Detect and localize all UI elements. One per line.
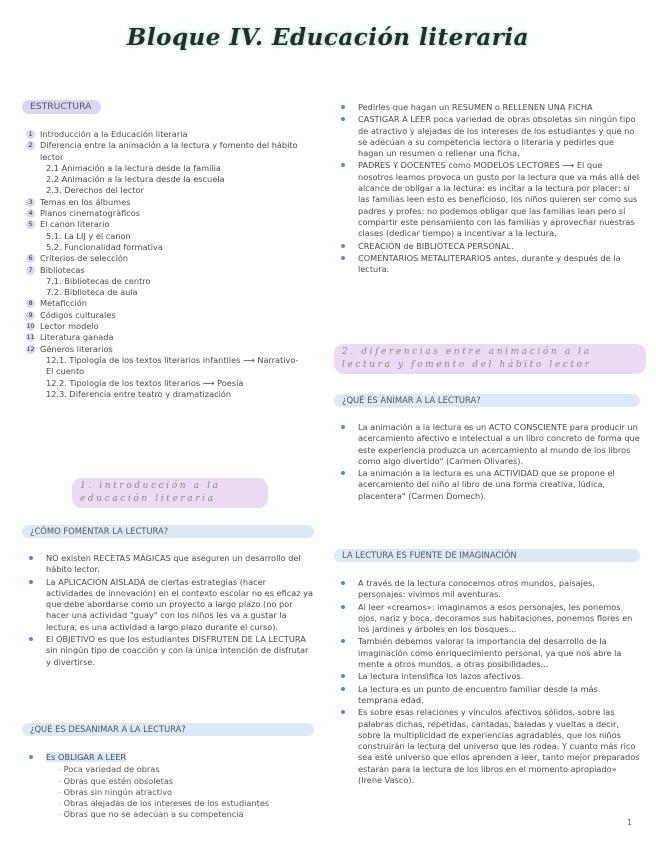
imaginacion-list (334, 578, 640, 787)
bullet-icon (341, 425, 345, 429)
list-item: 7 Bibliotecas (26, 265, 314, 276)
list-subitem: El cuento (46, 366, 85, 377)
bullet-icon (341, 117, 345, 121)
bullet-icon (29, 556, 33, 560)
number-badge: 1 (26, 130, 35, 139)
list-item: La animación a la lectura es un ACTO CONSCIENTE para producir un acercamiento afectivo e intelectual a un libro concreto de forma que este experiencia produzca un acercamiento al mundo de los libros como algo divertido" (Carmen Olivares). (334, 422, 640, 467)
list-subitem: - Poca variedad de obras (58, 764, 160, 775)
dash-icon: - (58, 775, 64, 786)
desanimar-list (22, 752, 314, 821)
list-subitem: - Obras que no se adecúan a su competencia (58, 809, 244, 820)
bullet-icon (341, 256, 345, 260)
list-item: 1 Introducción a la Educación literaria (26, 129, 314, 140)
bullet-icon (29, 637, 33, 641)
desanimar-sublist (22, 764, 314, 820)
list-item: PADRES Y DOCENTES como MODELOS LECTORES ⟶ El que nosotros leamos provoca un gusto por la lectura que va más allá del alcance de obligar a la lectura: es incitar a la lectura por placer: si las familias leen esto es beneficioso, los niños quieren ser como sus padres y profes: no podemos obligar que las familias lean pero sí compartir este pensamiento con las familias y aprovechar nuestras clases (dedicar tiempo) a incentivar a la lectura. (334, 160, 640, 239)
list-subitem: 2.1 Animación a la lectura desde la familia (46, 162, 221, 173)
bullet-icon (341, 163, 345, 167)
list-subitem: 12.2. Tipología de los textos literarios ⟶ Poesía (46, 377, 244, 388)
number-badge: 4 (26, 209, 35, 218)
section-1-title-text: 1. introducción a la educación literaria (80, 481, 221, 504)
list-item: Al leer «creamos»: imaginamos a esos personajes, les ponemos ojos, nariz y boca, decoramos sus habitaciones, ponemos flores en los jardines y árboles en los bosques... (334, 602, 640, 636)
list-item: La lectura intensifica los lazos afectivos. (334, 671, 640, 682)
list-item: CREACIÓN de BIBLIOTECA PERSONAL. (334, 241, 640, 252)
list-item: 9 Códigos culturales (26, 310, 314, 321)
desanimar-header: ¿QUÉ ES DESANIMAR A LA LECTURA? (22, 723, 314, 736)
number-badge: 11 (26, 333, 35, 342)
list-subitem: - Obras que estén obsoletas (58, 775, 174, 786)
bullet-icon (341, 674, 345, 678)
list-item: 6 Criterios de selección (26, 253, 314, 264)
estructura-header: ESTRUCTURA (22, 100, 101, 114)
fomentar-list (22, 553, 314, 669)
list-item: 11 Literatura ganada (26, 332, 114, 343)
number-badge: 6 (26, 254, 35, 263)
list-item: La APLICACIÓN AISLADA de ciertas estrategias (hacer actividades de innovación) en el contexto escolar no es eficaz ya que debe abordarse como un proyecto a largo plazo (no por hacer una actividad "guay" con los niños les va a gustar la lectura, es una actividad a largo plazo durante el curso). (22, 577, 314, 633)
list-item: 10 Lector modelo (26, 321, 99, 332)
number-badge: 7 (26, 266, 35, 275)
right-top-list (334, 102, 640, 276)
list-item: A través de la lectura conocemos otros mundos, paisajes, personajes: vivimos mil aventuras. (334, 578, 640, 601)
list-item: 12 Géneros literarios (26, 343, 113, 354)
list-subitem: 7.1. Bibliotecas de centro (46, 275, 151, 286)
bullet-icon (341, 605, 345, 609)
imaginacion-header: LA LECTURA ES FUENTE DE IMAGINACIÓN (334, 549, 640, 562)
number-badge: 2 (26, 141, 35, 150)
list-item: NO existen RECETAS MÁGICAS que aseguren un desarrollo del hábito lector. (22, 553, 314, 576)
bullet-icon (341, 471, 345, 475)
number-badge: 8 (26, 299, 35, 308)
fomentar-header: ¿CÓMO FOMENTAR LA LECTURA? (22, 525, 314, 538)
animar-list (334, 422, 640, 503)
bullet-icon (341, 581, 345, 585)
list-item: 3 Temas en los álbumes (26, 197, 314, 208)
number-badge: 9 (26, 311, 35, 320)
page-number: 1 (626, 818, 632, 827)
list-item: Pedirles que hagan un RESUMEN o RELLENEN UNA FICHA (334, 102, 640, 113)
bullet-icon (341, 710, 345, 714)
list-item: También debemos valorar la importancia del desarrollo de la imaginación como enriquecimiento personal, ya que nos abre la mente a otros mundos, a otras posibilidades... (334, 636, 640, 670)
number-badge: 10 (26, 322, 35, 331)
number-badge: 5 (26, 220, 35, 229)
list-subitem: 12.1. Tipología de los textos literarios infantiles ⟶ Narrativo- (46, 354, 299, 365)
list-item: La animación a la lectura es una ACTIVIDAD que se propone el acercamiento del niño al libro de una forma creativa, lúdica, placentera" (Carmen Domech). (334, 468, 640, 502)
dash-icon: - (58, 798, 64, 809)
list-subitem: 12.3. Diferencia entre teatro y dramatización (46, 388, 232, 399)
dash-icon: - (58, 764, 64, 775)
list-subitem: - Obras alejadas de los intereses de los estudiantes (58, 798, 270, 809)
list-subitem: - Obras sin ningún atractivo (58, 786, 173, 797)
animar-header: ¿QUÉ ES ANIMAR A LA LECTURA? (334, 394, 640, 407)
list-item: 2 Diferencia entre la animación a la lectura y fomento del hábito lector (26, 140, 314, 163)
list-item: Es sobre esas relaciones y vínculos afectivos sólidos, sobre las palabras dichas, repetidas, cantadas, baladas y vueltas a decir, sobre la multiplicidad de experiencias agradables, que los niños construirán la lectura del universo que les rodea. Y cuanto más rico sea este universo que ellos aprenden a leer, tanto mejor preparados estarán para la lectura de los libros en el momento apropiado» (Irene Vasco). (334, 707, 640, 786)
section-1-title (72, 478, 268, 508)
list-subitem: 5.2. Funcionalidad formativa (46, 241, 163, 252)
section-2-title-text: 2. diferencias entre animación a la lectura y fomento del hábito lector (342, 347, 592, 370)
bullet-icon (341, 687, 345, 691)
bullet-icon (341, 105, 345, 109)
dash-icon: - (58, 786, 64, 797)
bullet-icon (29, 755, 33, 759)
list-item: CASTIGAR A LEER poca variedad de obras obsoletas sin ningún tipo de atractivo y alejadas de los intereses de los estudiantes y que no se adecúan a su competencia lectora o literaria y pedirles que hagan un resumen o rellenar una ficha. (334, 114, 640, 159)
bullet-icon (341, 639, 345, 643)
list-item: La lectura es un punto de encuentro familiar desde la más temprana edad. (334, 684, 640, 707)
number-badge: 12 (26, 344, 35, 353)
structure-list (26, 129, 314, 400)
bullet-icon (29, 580, 33, 584)
dash-icon: - (58, 809, 64, 820)
list-item: Es OBLIGAR A LEER (22, 752, 314, 763)
list-item: El OBJETIVO es que los estudiantes DISFRUTEN DE LA LECTURA sin ningún tipo de coacción y con la única intención de disfrutar y divertirse. (22, 634, 314, 668)
list-item: 4 Planos cinematográficos (26, 208, 314, 219)
section-2-title (334, 344, 646, 374)
list-item: 8 Metaficción (26, 298, 314, 309)
page-title: Bloque IV. Educación literaria (126, 24, 530, 51)
list-subitem: 5.1. La LIJ y el canon (46, 230, 131, 241)
list-item: COMENTARIOS METALITERARIOS antes, durante y después de la lectura. (334, 253, 640, 276)
bullet-icon (341, 244, 345, 248)
list-subitem: 2.2 Animación a la lectura desde la escuela (46, 174, 225, 185)
number-badge: 3 (26, 198, 35, 207)
list-item: 5 El canon literario (26, 219, 314, 230)
list-subitem: 7.2. Biblioteca de aula (46, 287, 138, 298)
list-subitem: 2.3. Derechos del lector (46, 185, 144, 196)
